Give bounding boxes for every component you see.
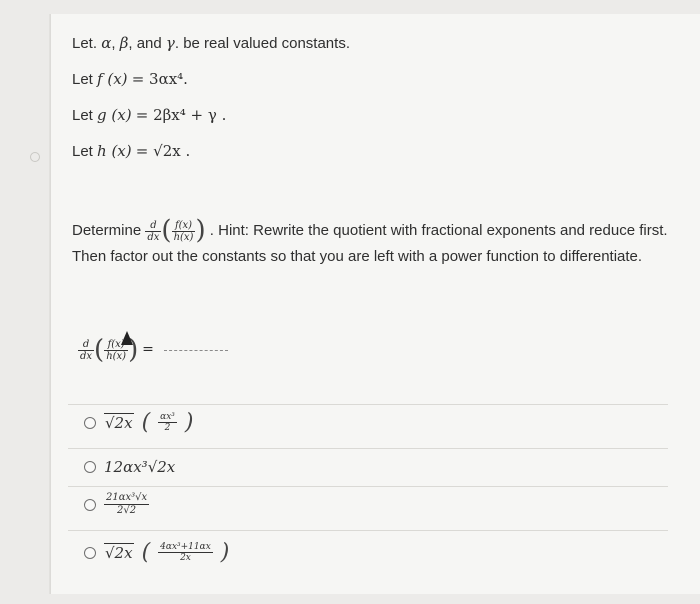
divider <box>68 448 668 449</box>
left-paren: ( <box>161 215 172 246</box>
f-name: f (x) <box>97 70 128 88</box>
answer-blank <box>164 349 228 351</box>
f-expression: = 3αx⁴. <box>131 70 188 88</box>
beta-symbol: β <box>119 34 129 52</box>
gamma-symbol: γ <box>165 34 175 52</box>
dx-denominator: dx <box>147 231 160 243</box>
answer-expression <box>78 335 228 365</box>
option-1-denominator: 2 <box>164 423 171 433</box>
quotient-fraction <box>172 220 196 243</box>
d-numerator: d <box>78 339 94 351</box>
radio-button[interactable] <box>84 499 96 511</box>
right-paren: ) <box>128 335 139 365</box>
right-paren: ) <box>184 410 194 435</box>
intro-lead: Let. <box>72 35 98 52</box>
mouse-cursor-icon <box>121 331 133 345</box>
left-paren: ( <box>141 540 151 565</box>
intro-line <box>72 34 350 52</box>
option-3-fraction <box>104 492 149 517</box>
margin-dot <box>30 152 40 162</box>
left-paren: ( <box>141 410 151 435</box>
radio-button[interactable] <box>84 461 96 473</box>
g-expression: = 2βx⁴ + γ . <box>135 106 227 124</box>
hx-denominator: h(x) <box>173 231 194 243</box>
divider <box>68 486 668 487</box>
divider <box>68 530 668 531</box>
radio-button[interactable] <box>84 417 96 429</box>
option-3-denominator: 2√2 <box>117 505 137 516</box>
derivative-operator <box>145 220 161 243</box>
intro-and: , and <box>128 35 162 52</box>
dx-denominator: dx <box>80 350 93 362</box>
determine-label: Determine <box>72 222 142 239</box>
definition-g <box>72 106 226 124</box>
left-paren: ( <box>94 335 105 365</box>
divider <box>68 404 668 405</box>
intro-tail: . be real valued constants. <box>174 35 350 52</box>
option-3[interactable] <box>84 492 149 517</box>
fx-numerator: f(x) <box>104 339 128 351</box>
d-numerator: d <box>145 220 161 232</box>
equals-sign: = <box>142 341 154 358</box>
option-3-numerator: 21αx³√x <box>106 492 148 503</box>
option-4[interactable] <box>84 540 229 565</box>
derivative-operator <box>78 339 94 362</box>
let-label: Let <box>72 143 93 160</box>
intro-comma: , <box>111 35 116 52</box>
option-4-numerator: 4αx³+11αx <box>160 542 211 552</box>
option-1-numerator: αx³ <box>160 412 175 422</box>
fx-numerator: f(x) <box>172 220 196 232</box>
right-paren: ) <box>220 540 230 565</box>
option-2-label: 12αx³√2x <box>104 458 176 476</box>
h-name: h (x) <box>97 142 132 160</box>
option-2[interactable] <box>84 458 175 476</box>
radio-button[interactable] <box>84 547 96 559</box>
hx-denominator: h(x) <box>106 350 127 362</box>
option-1-fraction <box>158 412 177 433</box>
question-text <box>72 215 672 269</box>
option-4-fraction <box>158 542 213 563</box>
let-label: Let <box>72 107 93 124</box>
let-label: Let <box>72 71 93 88</box>
h-expression: = √2x . <box>135 142 191 160</box>
option-4-sqrt: √2x <box>105 544 133 562</box>
option-1-sqrt: √2x <box>105 414 133 432</box>
definition-h <box>72 142 190 160</box>
definition-f <box>72 70 188 88</box>
right-paren: ) <box>195 215 206 246</box>
g-name: g (x) <box>97 106 132 124</box>
option-4-denominator: 2x <box>180 553 191 563</box>
option-1[interactable] <box>84 410 194 435</box>
alpha-symbol: α <box>101 34 112 52</box>
hint-text: . Hint: Rewrite the quotient with fractional exponents and reduce first. Then factor out the constants so that you are left with a power function to differentiate. <box>72 222 668 265</box>
